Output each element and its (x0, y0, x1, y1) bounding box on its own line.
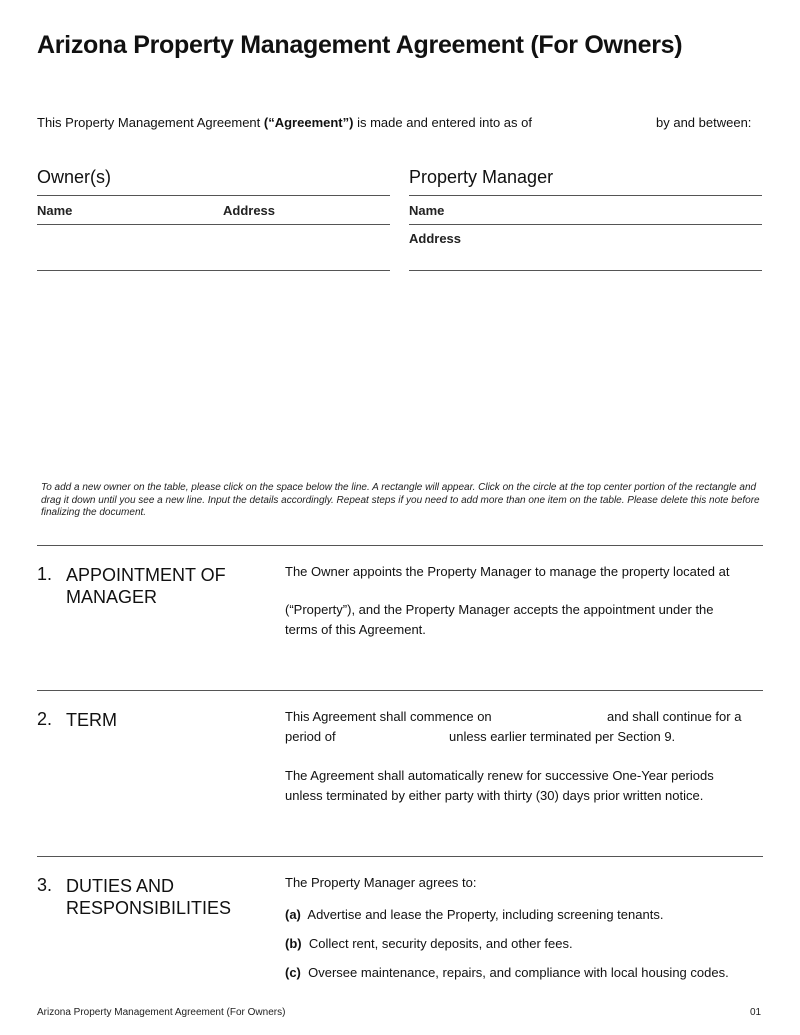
divider (37, 224, 390, 225)
intro-end: by and between: (656, 115, 752, 130)
owner-row-line[interactable] (37, 270, 390, 271)
intro-text (37, 115, 532, 130)
section-text: unless terminated by either party with thirty (30) days prior written notice. (285, 788, 704, 803)
section-text: unless earlier terminated per Section 9. (449, 729, 676, 744)
document-title: Arizona Property Management Agreement (For Owners) (37, 31, 683, 59)
list-text: Collect rent, security deposits, and other fees. (308, 936, 573, 951)
section-text: period of (285, 729, 336, 744)
section-divider (37, 856, 763, 857)
owner-address-label: Address (223, 203, 276, 218)
page-number: 01 (750, 1007, 762, 1018)
section-heading: TERM (66, 710, 117, 730)
section-number: 3. (37, 875, 53, 895)
divider (37, 195, 390, 196)
intro-bold: (“Agreement”) (263, 115, 354, 130)
divider (409, 224, 762, 225)
section-heading: APPOINTMENT OF MANAGER (66, 565, 226, 607)
list-marker: (a) (285, 907, 301, 922)
section-heading: DUTIES AND RESPONSIBILITIES (66, 876, 232, 918)
manager-heading: Property Manager (409, 167, 554, 187)
manager-address-label: Address (409, 231, 462, 246)
section-text: (“Property”), and the Property Manager accepts the appointment under the (285, 602, 714, 617)
list-text: Oversee maintenance, repairs, and compliance with local housing codes. (308, 965, 729, 980)
instruction-note: To add a new owner on the table, please click on the space below the line. A rectangle will appear. Click on the circle at the top center portion of the rectangle and drag it down until you see a new line. Input the details accordingly. Repeat steps if you need to add more than one item on the table. Please delete this note before finalizing the document. (41, 482, 760, 518)
section-text: The Owner appoints the Property Manager to manage the property located at (285, 564, 730, 579)
section-text: This Agreement shall commence on (285, 709, 492, 724)
manager-name-label: Name (409, 203, 445, 218)
owners-heading: Owner(s) (37, 167, 112, 187)
intro-part2: is made and entered into as of (353, 115, 532, 130)
section-divider (37, 690, 763, 691)
divider (409, 195, 762, 196)
section-text: and shall continue for a (607, 709, 742, 724)
section-text: The Property Manager agrees to: (285, 875, 477, 890)
list-text: Advertise and lease the Property, including screening tenants. (307, 907, 664, 922)
section-number: 1. (37, 564, 53, 584)
section-number: 2. (37, 709, 53, 729)
footer-title: Arizona Property Management Agreement (For Owners) (37, 1007, 286, 1018)
list-item (285, 963, 729, 983)
list-item (285, 905, 663, 925)
section-text: terms of this Agreement. (285, 622, 426, 637)
intro-part1: This Property Management Agreement (37, 115, 264, 130)
list-marker: (b) (285, 936, 302, 951)
list-item (285, 934, 573, 954)
owner-name-label: Name (37, 203, 73, 218)
section-text: The Agreement shall automatically renew for successive One-Year periods (285, 768, 714, 783)
manager-address-line[interactable] (409, 270, 762, 271)
section-divider (37, 545, 763, 546)
list-marker: (c) (285, 965, 301, 980)
